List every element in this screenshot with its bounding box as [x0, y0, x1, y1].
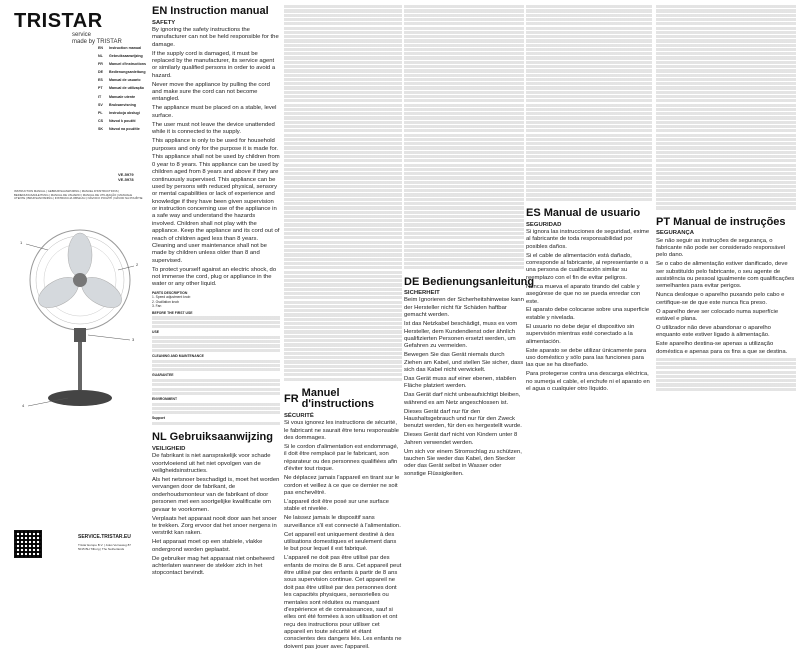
language-item: IT Manuale utente	[98, 94, 136, 99]
section-heading: GUARANTEE	[152, 373, 174, 378]
paragraph: The appliance must be placed on a stable, level surface.	[152, 105, 277, 119]
section-title-fr: FR Manuel d'instructions	[284, 386, 374, 411]
paragraph: To protect yourself against an electric shock, do not immerse the cord, plug or appliance in the water or any other liquid.	[152, 266, 277, 288]
cover-sidebar	[0, 0, 150, 575]
company-address: Tristar Europe B.V. | Jules Verneweg 87 5015 BH Tilburg | The Netherlands	[78, 543, 131, 551]
column-english	[152, 4, 280, 579]
column-french-german	[404, 4, 535, 480]
section-title-pt: PT Manual de instruções	[656, 215, 786, 228]
paragraph: This appliance shall not be used by children from 0 year to 8 years. This appliance can be used by children aged from 8 years and above if they are continuously supervised. This appliance can be used by persons with reduced physical, sensory or mental capabilities or lack of experience and knowledge if they have been given supervision or instruction concerning use of the appliance in a safe way and understand the hazards involved. Children shall not play with the appliance. Keep the appliance and its cord out of reach of children aged less than 8 years. Cleaning and user maintenance shall not be made by children unless older than 8 and supervised.	[152, 154, 280, 264]
paragraph: Beim Ignorieren der Sicherheitshinweise kann der Hersteller nicht für Schäden haftbar gemacht werden.	[404, 297, 524, 319]
paragraph: De fabrikant is niet aansprakelijk voor schade voortvloeiend uit het niet opvolgen van de veiligheidsinstructies.	[152, 453, 271, 475]
section-heading: CLEANING AND MAINTENANCE	[152, 353, 204, 358]
language-item: DE Bedienungsanleitung	[98, 70, 146, 75]
paragraph: Als het netsnoer beschadigd is, moet het worden vervangen door de fabrikant, de onderhoudsmonteur van de fabrikant of door personen met een soortgelijke kwalificatie om gevaar te voorkomen.	[152, 477, 280, 513]
section-heading: SICHERHEIT	[404, 290, 440, 297]
paragraph: The user must not leave the device unattended while it is connected to the supply.	[152, 121, 275, 136]
paragraph: Se o cabo de alimentação estiver danificado, deve ser substituído pelo fabricante, o seu agente de assistência ou pessoal igualmente com qualificações semelhantes para evitar perigos.	[656, 261, 795, 290]
paragraph: Si vous ignorez les instructions de sécurité, le fabricant ne saurait être tenu responsable des dommages.	[284, 420, 399, 442]
section-heading: SEGURIDAD	[526, 221, 562, 228]
callout-label: 1	[20, 240, 23, 245]
paragraph: L'appareil doit être posé sur une surface stable et nivelée.	[284, 498, 389, 513]
section-heading: PARTS DESCRIPTION	[152, 290, 188, 295]
section-heading: Support	[152, 416, 165, 421]
model-numbers: VE-5979 VE-5978	[118, 172, 134, 183]
paragraph: Si le cordon d'alimentation est endommagé, il doit être remplacé par le fabricant, son réparateur ou des personnes qualifiées afin d'éviter tout risque.	[284, 444, 399, 473]
paragraph: Verplaats het apparaat nooit door aan het snoer te trekken. Zorg ervoor dat het snoer nergens in verstrikt kan raken.	[152, 515, 277, 537]
language-item: EN Instruction manual	[98, 46, 142, 50]
paragraph: Das Gerät darf nicht unbeaufsichtigt bleiben, während es am Netz angeschlossen ist.	[404, 392, 521, 406]
list-item: 2. Oscillation knob	[152, 299, 179, 304]
paragraph: If the supply cord is damaged, it must be replaced by the manufacturer, its service agent or similarly qualified persons in order to avoid a hazard.	[152, 50, 276, 79]
list-item: 1. Speed adjustment knob	[152, 295, 191, 300]
callout-label: 4	[22, 403, 25, 408]
language-item: SK Návod na použitie	[98, 126, 140, 131]
column-german-spanish	[526, 4, 652, 395]
paragraph: Si ignora las instrucciones de seguridad, exime al fabricante de toda responsabilidad por posibles daños.	[526, 228, 650, 250]
paragraph: Si el cable de alimentación está dañado, corresponde al fabricante, al representante o a una persona de cualificación similar su reemplazo con el fin de evitar peligros.	[526, 252, 649, 281]
qr-code	[14, 530, 42, 558]
paragraph: Ne laissez jamais le dispositif sans surveillance s'il est connecté à l'alimentation.	[284, 515, 401, 529]
paragraph: O aparelho deve ser colocado numa superfície estável e plana.	[656, 308, 779, 323]
language-item: ES Manual de usuario	[98, 78, 141, 83]
language-item: PT Manual de utilização	[98, 86, 144, 91]
fan-motor	[74, 328, 86, 342]
section-title-es: ES Manual de usuario	[526, 207, 641, 220]
paragraph: Ist das Netzkabel beschädigt, muss es vom Hersteller, dem Kundendienst oder ähnlich qualifizierten Personen ersetzt werden, um Gefahren zu vermeiden.	[404, 321, 518, 350]
paragraph: El usuario no debe dejar el dispositivo sin supervisión mientras esté conectado a la alimentación.	[526, 323, 635, 345]
paragraph: O utilizador não deve abandonar o aparelho enquanto este estiver ligado à alimentação.	[656, 325, 771, 339]
list-item: 3. Fan	[152, 304, 162, 309]
manual-languages-line: INSTRUCTION MANUAL | GEBRUIKSAANWIJZING | MANUEL D'INSTRUCTIONS | BEDIENUNGSANLEITUNG | MANUAL DE USUARIO | MANUAL DE UTILIZAÇÃO | MANUALE UTENTE | BRUKSANVISNING | INSTRUKCJA OBSŁUGI | NÁVOD K POUŽITÍ | NÁVOD NA POUŽITIE	[14, 189, 143, 201]
section-heading: VEILIGHEID	[152, 446, 186, 452]
paragraph: Het apparaat moet op een stabiele, vlakke ondergrond worden geplaatst.	[152, 539, 263, 553]
language-item: NL Gebruiksaanwijzing	[98, 54, 143, 59]
paragraph: De gebruiker mag het apparaat niet onbeheerd achterlaten wanneer de stekker zich in het stopcontact bevindt.	[152, 555, 275, 577]
language-item: FR Manuel d'instructions	[98, 62, 146, 67]
paragraph: Dieses Gerät darf nicht von Kindern unter 8 Jahren verwendet werden.	[404, 432, 518, 446]
paragraph: Para protegerse contra una descarga eléctrica, no sumerja el cable, el enchufe ni el aparato en el agua o cualquier otro líquido.	[526, 371, 650, 393]
section-heading: BEFORE THE FIRST USE	[152, 310, 193, 315]
paragraph: Um sich vor einem Stromschlag zu schützen, tauchen Sie weder das Kabel, den Stecker oder das Gerät selbst in Wasser oder sonstige Flüssigkeiten.	[404, 448, 522, 477]
paragraph: This appliance is only to be used for household purposes and only for the purpose it is made for.	[152, 138, 279, 152]
service-url[interactable]: SERVICE.TRISTAR.EU	[78, 534, 131, 540]
paragraph: Das Gerät muss auf einer ebenen, stabilen Fläche platziert werden.	[404, 375, 516, 390]
paragraph: Never move the appliance by pulling the cord and make sure the cord can not become entangled.	[152, 81, 270, 103]
section-heading: ENVIRONMENT	[152, 397, 178, 402]
paragraph: Se não seguir as instruções de segurança, o fabricante não pode ser considerado responsável pelo dano.	[656, 237, 786, 259]
paragraph: Este aparato se debe utilizar únicamente para uso doméstico y sólo para las funciones para las que se ha diseñado.	[526, 347, 647, 369]
paragraph: Nunca mueva el aparato tirando del cable y asegúrese de que no se pueda enredar con este.	[526, 283, 641, 305]
section-title-de: DE Bedienungsanleitung	[404, 275, 535, 288]
callout-label: 2	[136, 262, 139, 267]
paragraph: El aparato debe colocarse sobre una superficie estable y nivelada.	[526, 307, 650, 321]
paragraph: By ignoring the safety instructions the manufacturer can not be held responsible for the damage.	[152, 26, 279, 48]
brand-logo: TRISTAR	[14, 10, 103, 32]
section-heading: SÉCURITÉ	[284, 412, 314, 419]
paragraph: Ne déplacez jamais l'appareil en tirant sur le cordon et veillez à ce que ce dernier ne soit pas enchevêtré.	[284, 475, 400, 496]
language-item: CS Návod k použití	[98, 118, 136, 123]
column-dutch-french	[284, 4, 402, 653]
brand-subline: service made by TRISTAR	[72, 32, 122, 45]
fan-illustration	[18, 210, 143, 425]
fan-hub	[73, 273, 87, 287]
section-heading: SEGURANÇA	[656, 230, 694, 237]
section-title-nl: NL Gebruiksaanwijzing	[152, 431, 273, 444]
paragraph: Cet appareil est uniquement destiné à des utilisations domestiques et seulement dans le but pour lequel il est fabriqué.	[284, 531, 397, 553]
paragraph: Bewegen Sie das Gerät niemals durch Ziehen am Kabel, und stellen Sie sicher, dass sich das Kabel nicht verwickelt.	[404, 352, 524, 374]
section-heading: USE	[152, 330, 159, 335]
paragraph: Este aparelho destina-se apenas a utilização doméstica e apenas para os fins a que se destina.	[656, 341, 788, 355]
language-list	[98, 46, 150, 135]
column-spanish-portuguese	[656, 4, 796, 392]
callout-label: 3	[132, 337, 135, 342]
section-title-en: EN Instruction manual	[152, 5, 269, 17]
fan-pole	[78, 342, 82, 390]
language-item: PL Instrukcja obsługi	[98, 110, 140, 115]
paragraph: Nunca desloque o aparelho puxando pelo cabo e certifique-se de que este nunca fica preso.	[656, 292, 785, 306]
language-item: SV Bruksanvisning	[98, 102, 136, 107]
fan-base	[48, 390, 112, 406]
paragraph: L'appareil ne doit pas être utilisé par des enfants de moins de 8 ans. Cet appareil peut être utilisé par des enfants à partir de 8 ans sous supervision continue. Cet appareil ne doit pas être utilisé par des personnes dont les capacités physiques, sensorielles ou mentales sont réduites ou manquant d'expérience et de connaissances, sauf si elles ont été formées à son utilisation et ont reçu des instructions pour utiliser cet appareil en toute sécurité et étant conscientes des dangers liés. Les enfants ne doivent pas jouer avec l'appareil.	[284, 555, 402, 650]
section-heading: SAFETY	[152, 19, 176, 26]
paragraph: Dieses Gerät darf nur für den Haushaltsgebrauch und nur für den Zweck benutzt werden, für den es hergestellt wurde.	[404, 408, 522, 430]
